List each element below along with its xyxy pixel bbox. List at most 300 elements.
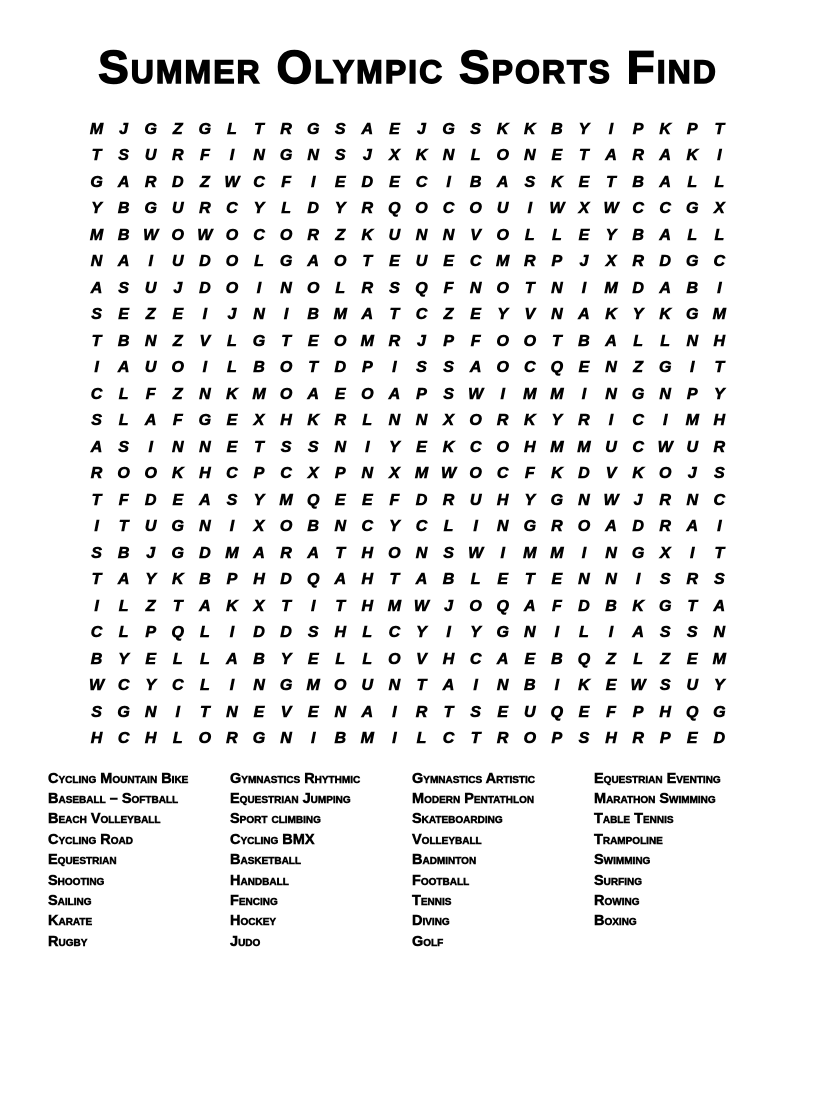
grid-letter: M	[712, 306, 726, 324]
grid-letter: A	[496, 650, 509, 668]
grid-letter: B	[551, 120, 563, 138]
grid-letter: N	[605, 359, 617, 377]
word-list-item: Table Tennis	[594, 811, 674, 828]
word-list-column	[230, 769, 412, 953]
grid-letter: N	[171, 438, 184, 456]
grid-letter: N	[334, 438, 347, 456]
grid-letter: Q	[388, 200, 401, 218]
grid-row	[83, 488, 733, 515]
grid-letter: O	[415, 200, 428, 218]
grid-letter: I	[446, 624, 451, 642]
grid-letter: N	[144, 332, 157, 350]
grid-letter: O	[117, 465, 130, 483]
word-list-item: Golf	[412, 933, 444, 950]
grid-letter: E	[443, 253, 454, 271]
grid-letter: J	[444, 597, 453, 615]
grid-letter: E	[551, 571, 563, 589]
grid-letter: G	[523, 518, 537, 536]
grid-letter: O	[306, 279, 320, 297]
grid-letter: M	[604, 279, 618, 297]
grid-letter: L	[714, 226, 725, 244]
grid-letter: R	[388, 332, 401, 350]
grid-letter: A	[713, 597, 726, 615]
grid-letter: Y	[145, 677, 157, 695]
word-list-item: Sailing	[48, 893, 92, 910]
grid-letter: K	[659, 306, 671, 324]
grid-letter: E	[470, 306, 481, 324]
grid-letter: A	[605, 332, 617, 350]
grid-letter: T	[308, 359, 319, 377]
grid-letter: G	[658, 597, 672, 615]
grid-letter: A	[578, 306, 590, 324]
grid-row	[83, 302, 733, 329]
grid-letter: L	[551, 226, 562, 244]
grid-letter: O	[171, 226, 184, 244]
grid-letter: N	[713, 624, 726, 642]
grid-letter: I	[148, 253, 153, 271]
grid-letter: G	[713, 703, 726, 721]
word-list-item: Shooting	[48, 872, 105, 889]
grid-letter: T	[91, 147, 102, 165]
grid-letter: L	[172, 650, 183, 668]
grid-letter: A	[659, 173, 671, 191]
grid-letter: T	[172, 597, 183, 615]
grid-letter: X	[659, 544, 671, 562]
grid-letter: T	[254, 438, 264, 456]
grid-letter: L	[227, 120, 237, 138]
grid-letter: G	[144, 120, 157, 138]
grid-letter: Y	[416, 624, 427, 642]
grid-letter: P	[632, 120, 644, 138]
grid-letter: B	[632, 173, 644, 191]
grid-letter: S	[118, 147, 129, 165]
grid-letter: A	[686, 518, 699, 536]
grid-letter: H	[90, 730, 103, 748]
grid-letter: U	[686, 438, 699, 456]
grid-letter: R	[578, 412, 590, 430]
grid-letter: C	[253, 226, 265, 244]
grid-letter: S	[416, 359, 427, 377]
grid-letter: Z	[443, 306, 454, 324]
grid-letter: L	[362, 412, 373, 430]
grid-letter: O	[496, 147, 509, 165]
grid-letter: G	[117, 703, 130, 721]
grid-letter: V	[416, 650, 427, 668]
grid-row	[83, 143, 733, 170]
grid-letter: G	[252, 730, 266, 748]
grid-letter: B	[117, 544, 130, 562]
grid-letter: S	[659, 677, 671, 695]
grid-letter: P	[551, 253, 563, 271]
grid-letter: R	[334, 412, 347, 430]
grid-letter: K	[551, 173, 563, 191]
grid-letter: X	[605, 253, 617, 271]
grid-letter: L	[254, 253, 264, 271]
grid-letter: I	[446, 173, 451, 191]
grid-letter: C	[415, 306, 428, 324]
grid-letter: Z	[172, 332, 183, 350]
grid-letter: I	[94, 597, 99, 615]
grid-letter: W	[657, 438, 673, 456]
grid-letter: J	[119, 120, 129, 138]
grid-letter: T	[524, 279, 535, 297]
grid-letter: I	[581, 385, 587, 403]
grid-letter: A	[469, 359, 482, 377]
grid-letter: S	[443, 544, 454, 562]
grid-letter: L	[118, 597, 129, 615]
grid-letter: C	[415, 173, 428, 191]
grid-letter: K	[551, 465, 563, 483]
grid-letter: O	[334, 253, 347, 271]
grid-letter: A	[659, 226, 671, 244]
grid-row	[83, 170, 733, 197]
word-list-item: Handball	[230, 872, 289, 889]
grid-letter: L	[687, 226, 698, 244]
grid-row	[83, 673, 733, 700]
grid-letter: R	[144, 173, 157, 191]
grid-letter: F	[470, 332, 481, 350]
grid-letter: X	[578, 200, 590, 218]
grid-letter: G	[631, 544, 645, 562]
grid-letter: Y	[551, 412, 563, 430]
grid-letter: E	[686, 650, 698, 668]
grid-letter: N	[442, 226, 455, 244]
grid-letter: E	[578, 359, 590, 377]
word-list-item: Marathon Swimming	[594, 791, 716, 807]
grid-letter: L	[199, 650, 210, 668]
grid-letter: C	[361, 518, 374, 536]
grid-letter: O	[279, 518, 293, 536]
grid-letter: Y	[470, 624, 481, 642]
grid-letter: L	[227, 359, 237, 377]
grid-letter: H	[713, 412, 726, 430]
grid-letter: A	[659, 279, 671, 297]
grid-letter: S	[226, 491, 238, 509]
grid-letter: E	[172, 306, 184, 324]
grid-letter: A	[90, 438, 103, 456]
grid-letter: G	[279, 147, 293, 165]
word-list-column	[594, 769, 776, 953]
grid-letter: C	[117, 677, 130, 695]
grid-letter: E	[605, 677, 617, 695]
grid-letter: L	[118, 385, 129, 403]
grid-letter: C	[90, 385, 103, 403]
word-list-column	[412, 769, 594, 953]
grid-letter: W	[88, 677, 105, 695]
grid-letter: N	[551, 306, 563, 324]
grid-letter: N	[334, 703, 347, 721]
grid-letter: G	[631, 385, 645, 403]
grid-letter: O	[469, 412, 482, 430]
grid-letter: Q	[306, 491, 320, 509]
grid-letter: J	[227, 306, 237, 324]
word-list-item: Skateboarding	[412, 811, 503, 828]
grid-letter: W	[468, 385, 484, 403]
grid-letter: I	[608, 412, 614, 430]
grid-letter: O	[496, 226, 509, 244]
grid-letter: E	[389, 120, 400, 138]
grid-letter: B	[117, 332, 130, 350]
grid-letter: R	[496, 730, 509, 748]
grid-letter: E	[172, 491, 184, 509]
grid-row	[83, 594, 733, 621]
grid-letter: U	[144, 147, 157, 165]
grid-letter: L	[470, 571, 481, 589]
grid-row	[83, 541, 733, 568]
grid-letter: J	[146, 544, 156, 562]
grid-letter: M	[333, 306, 347, 324]
grid-letter: E	[307, 703, 319, 721]
grid-letter: N	[388, 677, 401, 695]
grid-letter: E	[389, 253, 400, 271]
grid-letter: G	[279, 253, 293, 271]
grid-letter: I	[202, 359, 208, 377]
word-list-item: Volleyball	[412, 831, 482, 848]
grid-letter: C	[524, 359, 536, 377]
grid-letter: I	[527, 200, 533, 218]
grid-letter: U	[171, 253, 184, 271]
grid-letter: I	[473, 677, 478, 695]
grid-letter: W	[603, 491, 619, 509]
grid-letter: A	[199, 597, 211, 615]
word-list-item: Diving	[412, 913, 450, 930]
grid-letter: W	[143, 226, 159, 244]
grid-letter: T	[714, 544, 725, 562]
grid-letter: S	[686, 624, 698, 642]
grid-letter: T	[606, 173, 616, 191]
grid-letter: L	[633, 650, 643, 668]
grid-letter: S	[307, 438, 319, 456]
grid-letter: I	[581, 544, 587, 562]
grid-letter: C	[442, 730, 455, 748]
word-list-item: Basketball	[230, 852, 302, 869]
grid-letter: I	[148, 438, 153, 456]
grid-letter: N	[226, 703, 238, 721]
grid-letter: H	[524, 438, 536, 456]
grid-letter: N	[524, 624, 536, 642]
grid-letter: S	[470, 120, 481, 138]
grid-letter: G	[442, 120, 455, 138]
grid-letter: H	[713, 332, 726, 350]
grid-letter: G	[171, 544, 184, 562]
grid-row	[83, 249, 733, 276]
grid-letter: H	[361, 597, 374, 615]
grid-letter: P	[632, 703, 644, 721]
grid-letter: A	[361, 120, 374, 138]
grid-letter: U	[415, 253, 428, 271]
grid-letter: I	[310, 173, 316, 191]
grid-letter: N	[496, 677, 509, 695]
grid-letter: U	[496, 200, 509, 218]
grid-letter: I	[608, 120, 614, 138]
grid-letter: Z	[172, 385, 183, 403]
grid-letter: C	[713, 491, 726, 509]
grid-letter: L	[687, 173, 698, 191]
grid-letter: N	[605, 544, 617, 562]
grid-letter: D	[144, 491, 157, 509]
grid-letter: C	[632, 412, 644, 430]
grid-letter: H	[334, 624, 347, 642]
grid-letter: I	[229, 624, 235, 642]
word-list-item: Rowing	[594, 893, 640, 910]
grid-letter: I	[690, 359, 695, 377]
grid-row	[83, 408, 733, 435]
grid-letter: U	[144, 279, 157, 297]
grid-letter: B	[442, 571, 455, 589]
grid-letter: Q	[577, 650, 591, 668]
grid-letter: G	[496, 624, 509, 642]
grid-letter: N	[686, 332, 699, 350]
grid-letter: L	[470, 147, 481, 165]
grid-letter: Y	[605, 226, 617, 244]
grid-letter: E	[551, 147, 563, 165]
grid-letter: W	[630, 677, 646, 695]
grid-letter: Q	[686, 703, 699, 721]
grid-letter: S	[714, 465, 725, 483]
grid-letter: R	[632, 730, 644, 748]
grid-letter: L	[633, 332, 643, 350]
grid-letter: E	[416, 438, 427, 456]
grid-letter: U	[524, 703, 536, 721]
grid-letter: J	[362, 147, 372, 165]
grid-letter: T	[714, 120, 725, 138]
grid-letter: X	[714, 200, 725, 218]
grid-letter: L	[199, 677, 210, 695]
grid-letter: I	[473, 518, 478, 536]
grid-letter: C	[226, 465, 238, 483]
grid-letter: R	[361, 200, 374, 218]
grid-letter: L	[714, 173, 725, 191]
grid-letter: U	[686, 677, 699, 695]
grid-letter: G	[658, 359, 672, 377]
grid-letter: M	[577, 438, 591, 456]
grid-letter: N	[90, 253, 103, 271]
grid-letter: I	[662, 412, 668, 430]
grid-letter: U	[469, 491, 482, 509]
page-title: Summer Olympic Sports Find	[98, 41, 718, 93]
grid-letter: J	[579, 253, 589, 271]
grid-letter: E	[578, 226, 590, 244]
grid-letter: W	[413, 597, 430, 615]
grid-letter: R	[659, 491, 671, 509]
grid-letter: Y	[253, 200, 265, 218]
grid-letter: Q	[306, 571, 320, 589]
grid-letter: Q	[496, 597, 509, 615]
grid-letter: G	[144, 200, 157, 218]
grid-letter: Y	[334, 200, 346, 218]
grid-letter: Y	[524, 491, 536, 509]
grid-letter: W	[549, 200, 565, 218]
grid-letter: I	[94, 359, 99, 377]
grid-letter: S	[91, 544, 102, 562]
grid-letter: K	[171, 571, 184, 589]
grid-letter: Z	[633, 359, 643, 377]
grid-letter: V	[199, 332, 211, 350]
grid-letter: T	[389, 306, 400, 324]
grid-letter: H	[361, 544, 374, 562]
word-list-item: Judo	[230, 933, 261, 950]
grid-letter: B	[253, 359, 265, 377]
grid-letter: O	[496, 279, 509, 297]
grid-letter: R	[713, 438, 726, 456]
word-list-item: Cycling BMX	[230, 831, 315, 848]
word-list-item: Badminton	[412, 852, 477, 869]
grid-letter: M	[414, 465, 429, 483]
grid-letter: P	[686, 120, 698, 138]
grid-letter: I	[392, 730, 397, 748]
grid-letter: T	[416, 677, 427, 695]
grid-letter: A	[334, 571, 347, 589]
grid-letter: T	[335, 597, 346, 615]
grid-letter: E	[334, 491, 346, 509]
grid-letter: R	[90, 465, 103, 483]
grid-letter: T	[335, 544, 346, 562]
grid-letter: A	[605, 518, 617, 536]
grid-letter: F	[281, 173, 291, 191]
grid-letter: D	[171, 173, 184, 191]
grid-letter: B	[307, 306, 319, 324]
grid-letter: N	[496, 518, 509, 536]
grid-letter: K	[524, 120, 536, 138]
grid-letter: O	[496, 359, 509, 377]
grid-letter: Y	[280, 650, 292, 668]
grid-letter: S	[280, 438, 292, 456]
grid-row	[83, 117, 733, 144]
grid-letter: K	[524, 412, 536, 430]
word-list-item: Rugby	[48, 933, 88, 950]
grid-letter: P	[551, 730, 563, 748]
grid-letter: N	[442, 147, 455, 165]
grid-letter: I	[202, 306, 208, 324]
word-list-item: Equestrian Eventing	[594, 770, 721, 787]
grid-letter: T	[91, 332, 102, 350]
grid-letter: T	[91, 571, 102, 589]
grid-letter: Y	[714, 677, 725, 695]
grid-letter: I	[256, 279, 262, 297]
grid-letter: C	[226, 200, 238, 218]
grid-letter: U	[388, 226, 401, 244]
grid-letter: D	[415, 491, 428, 509]
grid-letter: G	[90, 173, 103, 191]
word-search-grid	[83, 117, 733, 753]
grid-letter: S	[91, 412, 102, 430]
grid-letter: S	[524, 173, 536, 191]
word-list-item: Sport climbing	[230, 811, 321, 828]
grid-letter: Z	[660, 650, 671, 668]
grid-letter: F	[606, 703, 616, 721]
grid-letter: T	[470, 730, 481, 748]
grid-letter: N	[253, 306, 265, 324]
grid-letter: O	[496, 332, 509, 350]
grid-letter: D	[199, 279, 211, 297]
grid-letter: N	[307, 147, 319, 165]
grid-letter: H	[605, 730, 617, 748]
grid-letter: D	[713, 730, 726, 748]
word-list-item: Equestrian	[48, 852, 117, 869]
grid-letter: M	[523, 544, 537, 562]
grid-letter: U	[171, 200, 184, 218]
grid-letter: S	[578, 730, 590, 748]
grid-letter: E	[226, 438, 238, 456]
grid-letter: R	[280, 544, 292, 562]
grid-letter: F	[199, 147, 210, 165]
grid-letter: A	[307, 253, 319, 271]
grid-letter: M	[712, 650, 726, 668]
grid-row	[83, 647, 733, 674]
grid-letter: I	[229, 677, 235, 695]
grid-letter: T	[254, 120, 264, 138]
grid-letter: U	[361, 677, 374, 695]
